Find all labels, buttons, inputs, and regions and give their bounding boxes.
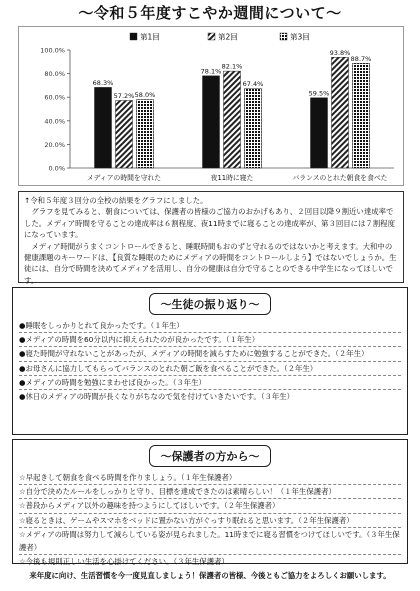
y-tick-label: 20.0% [44, 140, 65, 149]
bar [203, 76, 220, 168]
data-label: 68.3% [92, 78, 114, 87]
list-item: ☆今後も規則正しい生活を心掛けてください。（３年生保護者） [19, 554, 401, 568]
bar [311, 98, 328, 168]
data-label: 78.1% [200, 67, 222, 76]
x-tick-label: バランスのとれた朝食を食べた [292, 174, 388, 182]
data-label: 58.0% [134, 91, 156, 100]
bar [137, 100, 154, 168]
commentary-paragraph: メディア時間がうまくコントロールできると、睡眠時間もおのずと守れるのではないかと考えます。大和中の健康課題のキーワードは、【良質な睡眠のためにメディアの時間をコントロールしよう】ではないでしょうか。生徒には、自分で時間を決めてメディアを活用し、自分の健康は自分で守ることのできる中学生になってほしいです。 [24, 241, 397, 285]
list-item: ●メディアの時間を60分以内に抑えられたのが良かったです。（１年生） [19, 332, 401, 346]
list-item: ●お母さんに協力してもらってバランスのとれた朝ご飯を食べることができた。（２年生） [19, 361, 401, 375]
student-reflections-list [19, 319, 401, 403]
x-tick-label: 夜11時に寝た [210, 174, 254, 182]
parent-comments-heading: 〜保護者の方から〜 [149, 445, 271, 467]
bar-chart [18, 26, 404, 186]
parent-comments [12, 439, 408, 567]
data-label: 88.7% [350, 54, 372, 63]
list-item: ●寝た時間が守れないことがあったが、メディアの時間を減らすために勉強することができた。（２年生） [19, 346, 401, 360]
list-item: ☆寝るときは、ゲームやスマホをベッドに置かない方がぐっすり眠れると思います。（２年生保護者） [19, 513, 401, 527]
student-reflections [12, 287, 408, 435]
list-item: ☆メディアの時間は努力して減らしている姿が見られました。11時までに寝る習慣をつけてほしいです。（３年生保護者） [19, 527, 401, 554]
legend-label: 第2回 [218, 32, 238, 42]
commentary-box [18, 191, 404, 283]
y-tick-label: 100.0% [40, 46, 65, 55]
list-item: ☆自分で決めたルールをしっかりと守り、目標を達成できたのは素晴らしい！（１年生保護者） [19, 484, 401, 498]
y-tick-label: 80.0% [44, 70, 65, 79]
data-label: 67.4% [242, 79, 264, 88]
bar [116, 101, 133, 168]
commentary-paragraph: グラフを見てみると、朝食については、保護者の皆様のご協力のおかげもあり、２回目以降９割近い達成率でした。メディア時間を守ることの達成率は６割程度、夜11時までに寝ることの達成率が、第３回目には７割程度になっています。 [24, 207, 395, 240]
list-item: ●メディアの時間を勉強にまわせば良かった。（３年生） [19, 375, 401, 389]
list-item: ●睡眠をしっかりとれて良かったです。（１年生） [19, 321, 184, 330]
data-label: 57.2% [113, 92, 135, 101]
bar [332, 57, 349, 168]
bar [245, 88, 262, 168]
bar [224, 71, 241, 168]
legend-swatch [208, 33, 215, 40]
y-tick-label: 0.0% [48, 164, 65, 173]
list-item: ☆普段からメディア以外の趣味を持つようにしてほしいです。（２年生保護者） [19, 498, 401, 512]
footer-message: 来年度に向け、生活習慣を今一度見直しましょう！保護者の皆様、今後ともご協力をよろしくお願いします。 [29, 571, 391, 580]
data-label: 82.1% [221, 62, 243, 71]
student-reflections-heading: 〜生徒の振り返り〜 [149, 293, 271, 315]
legend-label: 第3回 [290, 32, 310, 42]
list-item: ●休日のメディアの時間が長くなりがちなので気を付けていきたいです。（３年生） [19, 389, 401, 403]
list-item: ☆早起きして朝食を食べる時間を作りましょう。（１年生保護者） [19, 473, 237, 482]
x-tick-label: メディアの時間を守れた [86, 174, 162, 182]
legend-swatch [280, 33, 287, 40]
y-tick-label: 40.0% [44, 117, 65, 126]
commentary-intro: ↑令和５年度３回分の全校の結果をグラフにしました。 [24, 196, 208, 205]
data-label: 59.5% [308, 89, 330, 98]
page-title: 〜令和５年度すこやか週間について〜 [78, 4, 342, 22]
legend-swatch [130, 33, 137, 40]
bar [95, 87, 112, 168]
data-label: 93.8% [329, 48, 351, 57]
bar [353, 63, 370, 168]
parent-comments-list [19, 471, 401, 568]
y-tick-label: 60.0% [44, 93, 65, 102]
legend-label: 第1回 [140, 32, 160, 42]
